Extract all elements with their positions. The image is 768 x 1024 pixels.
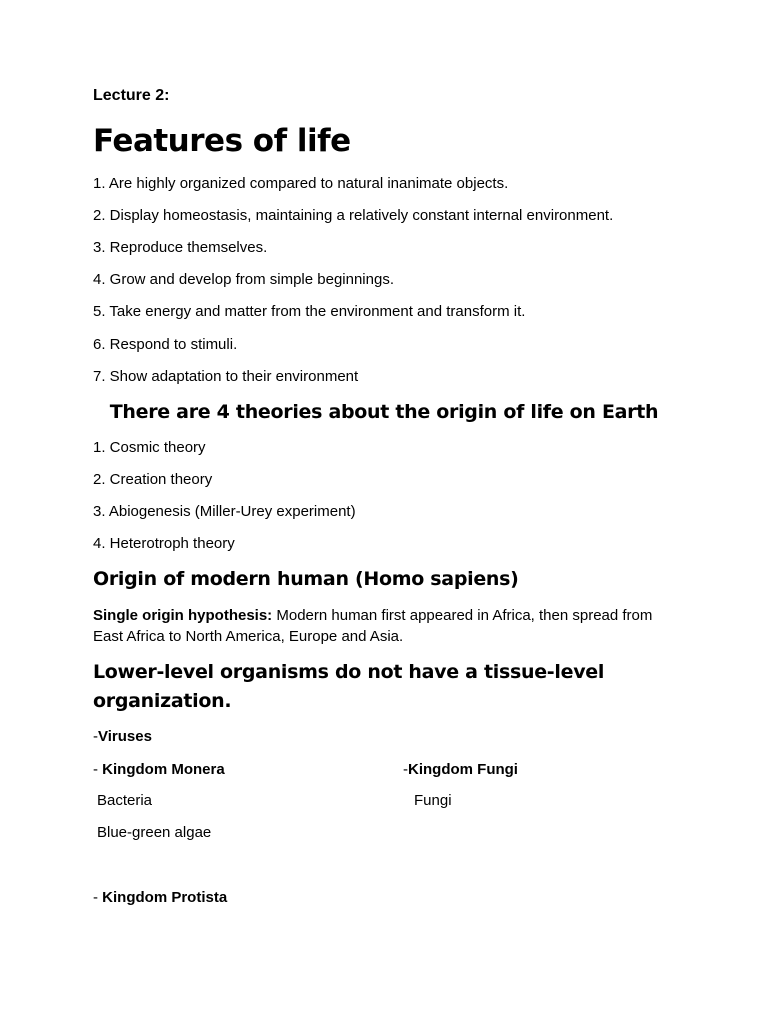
lecture-label: Lecture 2: [93,87,170,104]
feature-item-1: 1. Are highly organized compared to natural inanimate objects. [93,175,509,192]
feature-item-6: 6. Respond to stimuli. [93,336,238,353]
single-origin-paragraph [93,605,673,647]
monera-member-bacteria: Bacteria [97,792,153,809]
protista-label: Kingdom Protista [102,889,228,906]
viruses-prefix: - [93,728,98,745]
fungi-label: Kingdom Fungi [408,761,518,778]
theories-heading: There are 4 theories about the origin of life on Earth [109,401,659,423]
feature-item-4: 4. Grow and develop from simple beginnings. [93,271,394,288]
theory-item-3: 3. Abiogenesis (Miller-Urey experiment) [93,503,356,520]
monera-label: Kingdom Monera [102,761,225,778]
kingdom-protista-item [93,889,227,907]
fungi-member-fungi: Fungi [414,792,452,809]
viruses-item [93,728,152,746]
feature-item-5: 5. Take energy and matter from the environment and transform it. [93,303,526,320]
fungi-prefix: - [403,761,408,778]
protista-prefix: - [93,889,103,906]
feature-item-2: 2. Display homeostasis, maintaining a relatively constant internal environment. [93,207,614,224]
single-origin-term: Single origin hypothesis: [93,607,273,624]
origin-heading: Origin of modern human (Homo sapiens) [93,568,519,590]
monera-member-blue-green-algae: Blue-green algae [97,824,212,841]
theory-item-4: 4. Heterotroph theory [93,535,235,552]
feature-item-7: 7. Show adaptation to their environment [93,368,359,385]
kingdom-fungi-item [403,761,518,779]
theory-item-2: 2. Creation theory [93,471,213,488]
page-title: Features of life [93,123,351,159]
monera-prefix: - [93,761,103,778]
viruses-label: Viruses [98,728,152,745]
lower-level-heading: Lower-level organisms do not have a tissue-level organization. [93,661,605,712]
theory-item-1: 1. Cosmic theory [93,439,206,456]
single-origin-text: Modern human first appeared in Africa, then spread from East Africa to North America, Europe and Asia. [93,607,653,645]
kingdom-monera-item [93,761,225,779]
feature-item-3: 3. Reproduce themselves. [93,239,268,256]
